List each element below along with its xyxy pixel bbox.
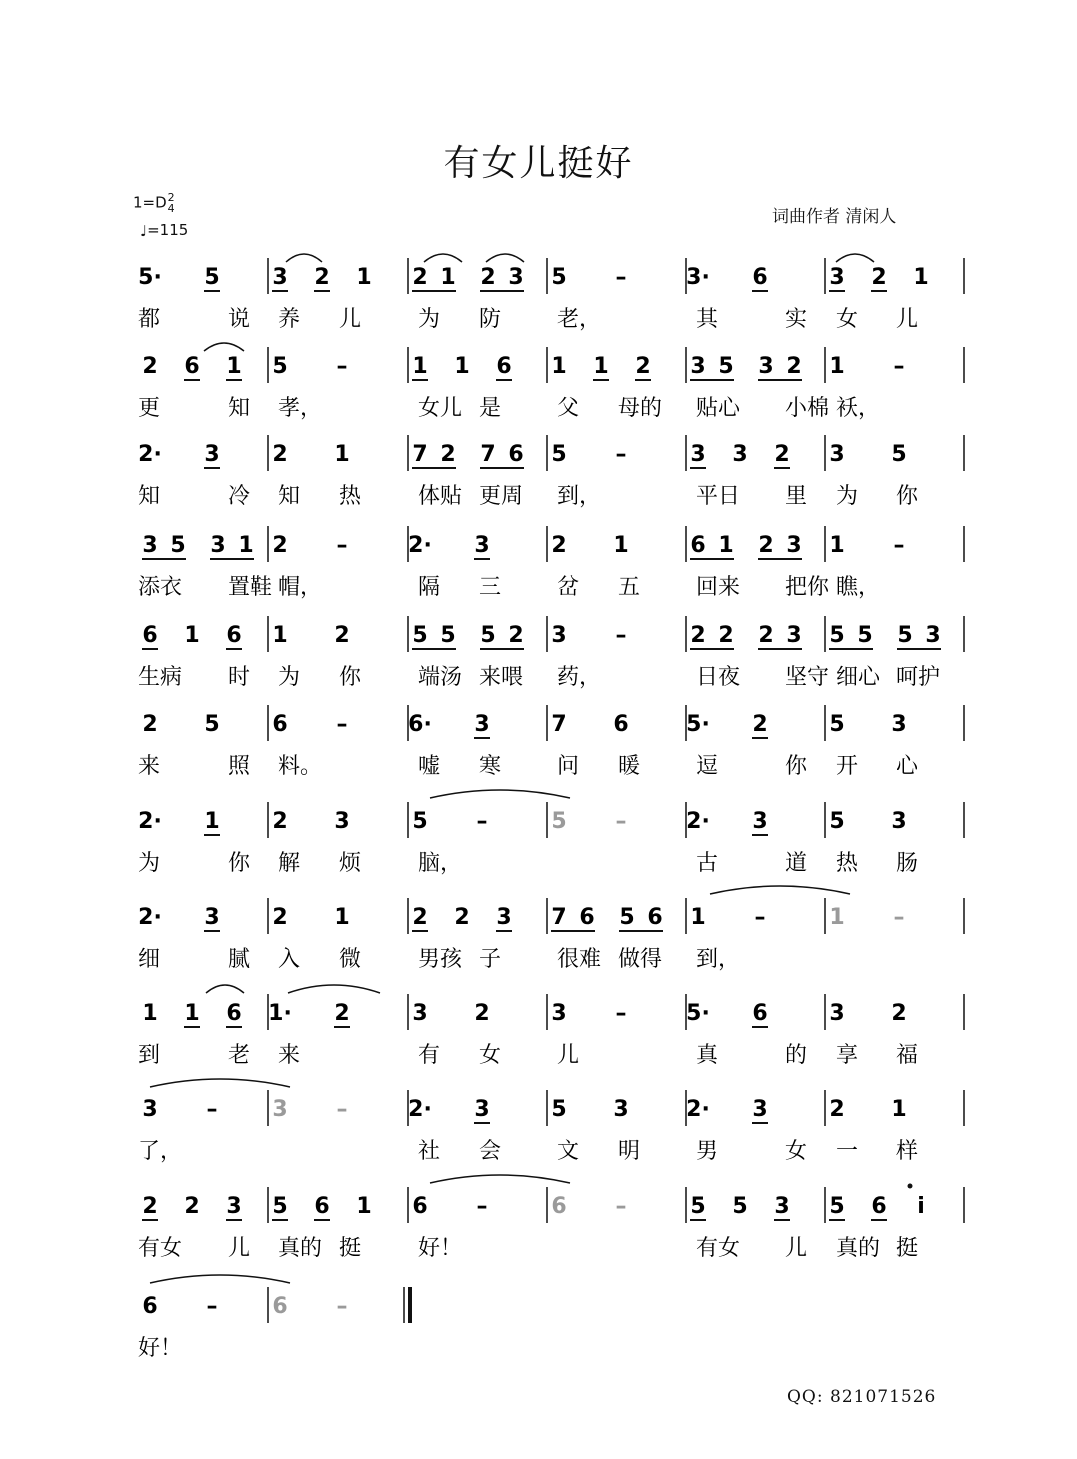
note: 3 bbox=[551, 1001, 567, 1026]
note: 6 bbox=[752, 265, 768, 290]
lyric: 父 bbox=[557, 396, 580, 421]
note: 3 bbox=[752, 1097, 768, 1122]
note: 3· bbox=[686, 265, 710, 290]
note: – bbox=[615, 1194, 627, 1219]
note: 5 bbox=[891, 442, 907, 467]
note: 6 bbox=[508, 442, 524, 467]
lyric: 做得 bbox=[618, 947, 663, 972]
lyric: 解 bbox=[278, 851, 301, 876]
time-signature-top: 2 bbox=[167, 191, 175, 204]
lyric: 五 bbox=[618, 575, 641, 600]
lyric: 你 bbox=[785, 754, 808, 779]
lyric: 腻 bbox=[228, 947, 251, 972]
note: 1 bbox=[454, 354, 470, 379]
lyric: 了， bbox=[138, 1139, 183, 1164]
lyric: 享 bbox=[836, 1043, 859, 1068]
lyric: 微 bbox=[339, 947, 362, 972]
note: 2 bbox=[718, 623, 734, 648]
note: 3 bbox=[496, 905, 512, 930]
note: 6 bbox=[412, 1194, 428, 1219]
note: – bbox=[336, 533, 348, 558]
lyric: 你 bbox=[228, 851, 251, 876]
lyric: 老， bbox=[557, 307, 602, 332]
note: 2 bbox=[829, 1097, 845, 1122]
lyric: 坚守 bbox=[785, 665, 830, 690]
note: 2· bbox=[408, 1097, 432, 1122]
note: 6 bbox=[551, 1194, 567, 1219]
note: – bbox=[206, 1097, 218, 1122]
lyric: 古 bbox=[696, 851, 719, 876]
note: – bbox=[615, 265, 627, 290]
lyric: 道 bbox=[785, 851, 808, 876]
tie bbox=[150, 1079, 290, 1087]
note: 3 bbox=[752, 809, 768, 834]
note: 2 bbox=[786, 354, 802, 379]
lyric: 袄， bbox=[836, 396, 881, 421]
lyric: 好！ bbox=[418, 1236, 463, 1261]
lyric: 寒 bbox=[479, 754, 502, 779]
note: 1 bbox=[356, 1194, 372, 1219]
lyric: 冷 bbox=[228, 484, 251, 509]
note: 1 bbox=[226, 354, 242, 379]
note: 2 bbox=[891, 1001, 907, 1026]
author-credit: 词曲作者 清闲人 bbox=[772, 207, 897, 227]
note: 3 bbox=[891, 809, 907, 834]
note: 5 bbox=[551, 1097, 567, 1122]
lyric: 女 bbox=[479, 1043, 502, 1068]
note: 3 bbox=[474, 712, 490, 737]
lyric: 到， bbox=[696, 947, 741, 972]
note: 6 bbox=[184, 354, 200, 379]
note: 3 bbox=[925, 623, 941, 648]
tie bbox=[710, 886, 850, 894]
note: 2· bbox=[138, 905, 162, 930]
lyric: 为 bbox=[836, 484, 859, 509]
note: 2· bbox=[138, 442, 162, 467]
note: 2 bbox=[635, 354, 651, 379]
note: 3 bbox=[829, 265, 845, 290]
note: 5 bbox=[204, 712, 220, 737]
note: 3 bbox=[204, 905, 220, 930]
lyric: 男 bbox=[696, 1139, 719, 1164]
lyric: 为 bbox=[138, 851, 161, 876]
note: 2 bbox=[871, 265, 887, 290]
note: – bbox=[615, 442, 627, 467]
note: i bbox=[917, 1194, 925, 1219]
note: 2 bbox=[690, 623, 706, 648]
note: 2· bbox=[408, 533, 432, 558]
lyric: 肠 bbox=[896, 851, 919, 876]
note: 5· bbox=[138, 265, 162, 290]
note: 6 bbox=[647, 905, 663, 930]
octave-dot bbox=[908, 1184, 913, 1189]
note: 6· bbox=[408, 712, 432, 737]
lyric: 来喂 bbox=[479, 665, 524, 690]
note: – bbox=[615, 1001, 627, 1026]
slur bbox=[288, 985, 380, 993]
note: 1· bbox=[268, 1001, 292, 1026]
lyric: 问 bbox=[557, 754, 580, 779]
note: 1 bbox=[613, 533, 629, 558]
lyric: 一 bbox=[836, 1139, 859, 1164]
note: 3 bbox=[334, 809, 350, 834]
note: 3 bbox=[786, 623, 802, 648]
lyric: 帽， bbox=[278, 575, 323, 600]
note: 1 bbox=[829, 354, 845, 379]
slur bbox=[836, 254, 874, 262]
note: 2 bbox=[454, 905, 470, 930]
song-title: 有女儿挺好 bbox=[443, 143, 634, 184]
note: 1 bbox=[334, 905, 350, 930]
lyric: 防 bbox=[479, 307, 502, 332]
lyric: 料。 bbox=[278, 754, 323, 779]
note: 5 bbox=[551, 265, 567, 290]
note: 6 bbox=[690, 533, 706, 558]
note: 6 bbox=[142, 1294, 158, 1319]
note: 2 bbox=[334, 623, 350, 648]
note: 1 bbox=[412, 354, 428, 379]
note: 5 bbox=[829, 623, 845, 648]
note: – bbox=[893, 905, 905, 930]
note: – bbox=[476, 809, 488, 834]
note: 1 bbox=[718, 533, 734, 558]
note: 2 bbox=[142, 354, 158, 379]
note: 5 bbox=[204, 265, 220, 290]
lyric: 三 bbox=[479, 575, 502, 600]
lyric: 暖 bbox=[618, 754, 641, 779]
lyric: 文 bbox=[557, 1139, 580, 1164]
slur bbox=[204, 343, 244, 351]
note: 2 bbox=[314, 265, 330, 290]
lyric: 女 bbox=[836, 307, 859, 332]
lyric: 体贴 bbox=[418, 484, 463, 509]
lyric: 真 bbox=[696, 1043, 719, 1068]
lyric: 真的 bbox=[836, 1236, 881, 1261]
lyric: 添衣 bbox=[138, 575, 183, 600]
note: 6 bbox=[871, 1194, 887, 1219]
lyric: 瞧， bbox=[836, 575, 881, 600]
note: 3 bbox=[732, 442, 748, 467]
note: 7 bbox=[412, 442, 428, 467]
note: 6 bbox=[272, 1294, 288, 1319]
note: 3 bbox=[142, 533, 158, 558]
note: 2 bbox=[334, 1001, 350, 1026]
lyric: 你 bbox=[896, 484, 919, 509]
note: 3 bbox=[204, 442, 220, 467]
note: 1 bbox=[238, 533, 254, 558]
note: 5 bbox=[829, 1194, 845, 1219]
lyric: 热 bbox=[339, 484, 362, 509]
note: 3 bbox=[891, 712, 907, 737]
note: 5 bbox=[272, 354, 288, 379]
lyric: 到 bbox=[138, 1043, 161, 1068]
note: 2 bbox=[480, 265, 496, 290]
note: – bbox=[615, 623, 627, 648]
lyric: 细心 bbox=[836, 665, 881, 690]
lyric: 里 bbox=[785, 484, 808, 509]
lyric: 母的 bbox=[618, 396, 663, 421]
note: 3 bbox=[551, 623, 567, 648]
lyric: 子 bbox=[479, 947, 502, 972]
note: 3 bbox=[142, 1097, 158, 1122]
lyric: 时 bbox=[228, 665, 251, 690]
note: 2 bbox=[412, 905, 428, 930]
lyric: 知 bbox=[138, 484, 161, 509]
note: 5 bbox=[551, 809, 567, 834]
note: 3 bbox=[210, 533, 226, 558]
note: 3 bbox=[474, 533, 490, 558]
note: 5· bbox=[686, 712, 710, 737]
note: 2 bbox=[272, 442, 288, 467]
note: 2· bbox=[686, 1097, 710, 1122]
lyric: 的 bbox=[785, 1043, 808, 1068]
note: 5 bbox=[480, 623, 496, 648]
lyric: 隔 bbox=[418, 575, 441, 600]
note: 5 bbox=[412, 623, 428, 648]
lyric: 回来 bbox=[696, 575, 741, 600]
lyric: 说 bbox=[228, 307, 251, 332]
note: 1 bbox=[829, 533, 845, 558]
note: 5· bbox=[686, 1001, 710, 1026]
lyric: 你 bbox=[339, 665, 362, 690]
lyric: 老 bbox=[228, 1043, 251, 1068]
tie bbox=[430, 1175, 570, 1183]
note: 1 bbox=[829, 905, 845, 930]
note: 5 bbox=[412, 809, 428, 834]
lyric: 照 bbox=[228, 754, 251, 779]
lyric: 为 bbox=[418, 307, 441, 332]
note: 1 bbox=[204, 809, 220, 834]
note: 6 bbox=[579, 905, 595, 930]
note: 1 bbox=[184, 1001, 200, 1026]
lyric: 养 bbox=[278, 307, 301, 332]
lyric: 儿 bbox=[557, 1043, 580, 1068]
note: 1 bbox=[440, 265, 456, 290]
note: 5 bbox=[551, 442, 567, 467]
note: – bbox=[336, 354, 348, 379]
note: 6 bbox=[613, 712, 629, 737]
note: 5 bbox=[829, 809, 845, 834]
tie bbox=[430, 790, 570, 798]
key-label: 1=D bbox=[133, 193, 167, 212]
note: 6 bbox=[226, 623, 242, 648]
lyric: 烦 bbox=[339, 851, 362, 876]
note: 3 bbox=[272, 265, 288, 290]
note: – bbox=[893, 354, 905, 379]
lyric: 挺 bbox=[896, 1236, 919, 1261]
quarter-note-icon: ♩ bbox=[140, 222, 148, 240]
lyric: 儿 bbox=[339, 307, 362, 332]
lyric: 把你 bbox=[785, 575, 830, 600]
note: 2 bbox=[551, 533, 567, 558]
lyric: 儿 bbox=[228, 1236, 251, 1261]
lyric: 知 bbox=[228, 396, 251, 421]
lyric: 来 bbox=[278, 1043, 301, 1068]
note: 6 bbox=[226, 1001, 242, 1026]
lyric: 小棉 bbox=[785, 396, 830, 421]
lyric: 挺 bbox=[339, 1236, 362, 1261]
note: 6 bbox=[314, 1194, 330, 1219]
note: 2 bbox=[440, 442, 456, 467]
note: 5 bbox=[718, 354, 734, 379]
note: 5 bbox=[619, 905, 635, 930]
note: 3 bbox=[774, 1194, 790, 1219]
lyric: 都 bbox=[138, 307, 161, 332]
lyric: 脑， bbox=[418, 851, 463, 876]
lyric: 更周 bbox=[479, 484, 524, 509]
lyric: 为 bbox=[278, 665, 301, 690]
lyric: 会 bbox=[479, 1139, 502, 1164]
lyric: 社 bbox=[418, 1139, 441, 1164]
slur bbox=[206, 985, 244, 993]
lyric: 入 bbox=[278, 947, 301, 972]
note: 3 bbox=[690, 442, 706, 467]
lyric: 生病 bbox=[138, 665, 183, 690]
lyric: 样 bbox=[896, 1139, 919, 1164]
lyric: 置鞋 bbox=[228, 575, 273, 600]
time-signature-bottom: 4 bbox=[167, 202, 175, 215]
note: 2· bbox=[686, 809, 710, 834]
note: 3 bbox=[786, 533, 802, 558]
lyric: 儿 bbox=[896, 307, 919, 332]
lyric: 明 bbox=[618, 1139, 641, 1164]
note: 3 bbox=[829, 1001, 845, 1026]
lyric: 很难 bbox=[557, 947, 602, 972]
note: 6 bbox=[496, 354, 512, 379]
lyric: 岔 bbox=[557, 575, 580, 600]
note: 2 bbox=[142, 1194, 158, 1219]
note: 3 bbox=[690, 354, 706, 379]
note: 3 bbox=[272, 1097, 288, 1122]
note: 1 bbox=[891, 1097, 907, 1122]
note: 1 bbox=[551, 354, 567, 379]
lyric: 心 bbox=[896, 754, 919, 779]
lyric: 女儿 bbox=[418, 396, 463, 421]
note: 5 bbox=[732, 1194, 748, 1219]
lyric: 药， bbox=[557, 665, 602, 690]
note: – bbox=[206, 1294, 218, 1319]
note: 3 bbox=[474, 1097, 490, 1122]
note: 2 bbox=[272, 905, 288, 930]
slur bbox=[424, 254, 462, 262]
lyric: 儿 bbox=[785, 1236, 808, 1261]
lyric: 男孩 bbox=[418, 947, 463, 972]
lyric: 来 bbox=[138, 754, 161, 779]
note: 2 bbox=[474, 1001, 490, 1026]
slur bbox=[286, 254, 322, 262]
lyric: 有女 bbox=[138, 1236, 183, 1261]
note: 2 bbox=[142, 712, 158, 737]
lyric: 到， bbox=[557, 484, 602, 509]
lyric: 开 bbox=[836, 754, 859, 779]
lyric: 贴心 bbox=[696, 396, 741, 421]
lyric: 知 bbox=[278, 484, 301, 509]
note: 1 bbox=[184, 623, 200, 648]
note: 2 bbox=[184, 1194, 200, 1219]
tempo-value: =115 bbox=[147, 221, 189, 239]
note: 6 bbox=[142, 623, 158, 648]
lyric: 好！ bbox=[138, 1336, 183, 1361]
lyric: 是 bbox=[479, 396, 502, 421]
lyric: 逗 bbox=[696, 754, 719, 779]
lyric: 端汤 bbox=[418, 665, 463, 690]
lyric: 日夜 bbox=[696, 665, 741, 690]
note: 3 bbox=[508, 265, 524, 290]
note: 2 bbox=[272, 809, 288, 834]
note: 5 bbox=[829, 712, 845, 737]
lyric: 细 bbox=[138, 947, 161, 972]
note: 5 bbox=[857, 623, 873, 648]
note: 1 bbox=[356, 265, 372, 290]
note: 2 bbox=[752, 712, 768, 737]
note: 7 bbox=[480, 442, 496, 467]
slur bbox=[486, 254, 524, 262]
note: 1 bbox=[142, 1001, 158, 1026]
note: 1 bbox=[272, 623, 288, 648]
note: 2 bbox=[272, 533, 288, 558]
note: – bbox=[893, 533, 905, 558]
lyric: 福 bbox=[896, 1043, 919, 1068]
contact-info: QQ: 821071526 bbox=[787, 1387, 937, 1407]
lyric: 更 bbox=[138, 396, 161, 421]
note: 1 bbox=[593, 354, 609, 379]
note: 5 bbox=[897, 623, 913, 648]
note: 2· bbox=[138, 809, 162, 834]
lyric: 有 bbox=[418, 1043, 441, 1068]
note: 5 bbox=[272, 1194, 288, 1219]
note: 3 bbox=[613, 1097, 629, 1122]
note: 2 bbox=[758, 533, 774, 558]
note: 7 bbox=[551, 905, 567, 930]
note: 1 bbox=[690, 905, 706, 930]
note: 3 bbox=[829, 442, 845, 467]
lyric: 热 bbox=[836, 851, 859, 876]
lyric: 平日 bbox=[696, 484, 741, 509]
note: 2 bbox=[412, 265, 428, 290]
lyric: 嘘 bbox=[418, 754, 441, 779]
note: 1 bbox=[334, 442, 350, 467]
note: – bbox=[336, 1097, 348, 1122]
lyric: 女 bbox=[785, 1139, 808, 1164]
lyric: 有女 bbox=[696, 1236, 741, 1261]
note: 2 bbox=[758, 623, 774, 648]
note: – bbox=[615, 809, 627, 834]
lyric: 实 bbox=[785, 307, 808, 332]
lyric: 呵护 bbox=[896, 665, 941, 690]
note: 6 bbox=[752, 1001, 768, 1026]
note: 7 bbox=[551, 712, 567, 737]
lyric: 孝， bbox=[278, 396, 323, 421]
note: 5 bbox=[440, 623, 456, 648]
note: 6 bbox=[272, 712, 288, 737]
note: 3 bbox=[758, 354, 774, 379]
note: – bbox=[476, 1194, 488, 1219]
tie bbox=[150, 1275, 290, 1283]
note: – bbox=[336, 1294, 348, 1319]
note: – bbox=[336, 712, 348, 737]
note: 5 bbox=[170, 533, 186, 558]
note: 3 bbox=[412, 1001, 428, 1026]
note: 2 bbox=[508, 623, 524, 648]
note: – bbox=[754, 905, 766, 930]
note: 2 bbox=[774, 442, 790, 467]
lyric: 真的 bbox=[278, 1236, 323, 1261]
note: 1 bbox=[913, 265, 929, 290]
note: 5 bbox=[690, 1194, 706, 1219]
lyric: 其 bbox=[696, 307, 719, 332]
note: 3 bbox=[226, 1194, 242, 1219]
